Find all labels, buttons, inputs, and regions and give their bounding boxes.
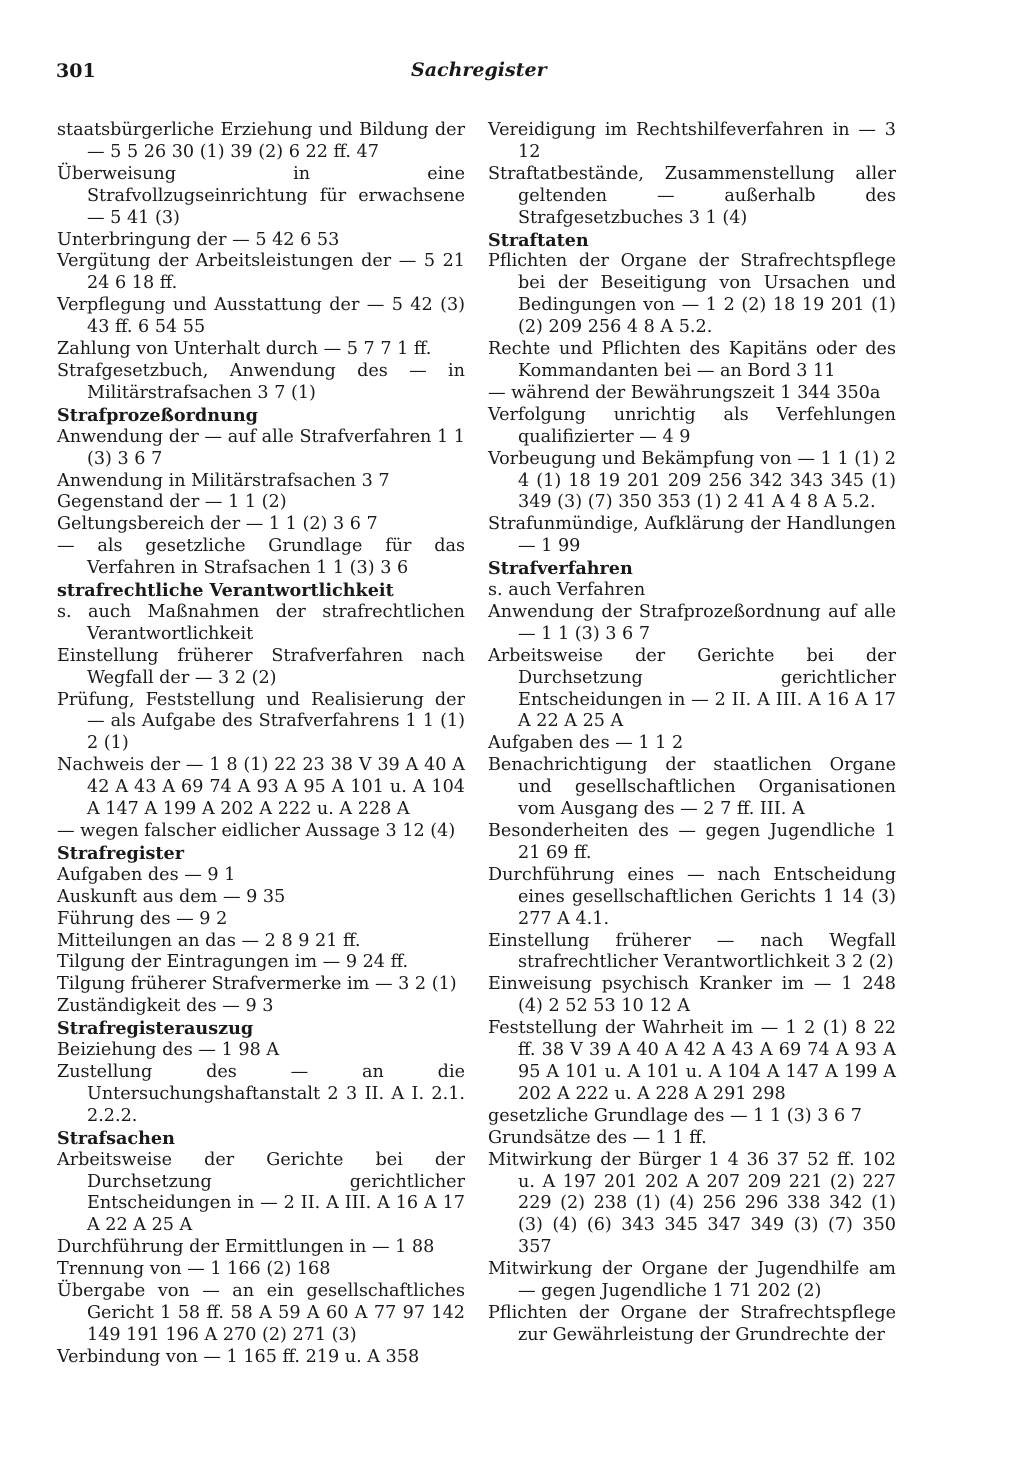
index-entry: Tilgung der Eintragungen im — 9 24 ff. bbox=[57, 952, 409, 973]
index-entry: Verpflegung und Ausstattung der — 5 42 (3) 43 ff. 6 54 55 bbox=[57, 295, 465, 338]
index-heading: Strafregisterauszug bbox=[57, 1018, 254, 1040]
index-entry: Verfolgung unrichtig als Verfehlungen qualifizierter — 4 9 bbox=[488, 404, 896, 447]
index-entry: Zuständigkeit des — 9 3 bbox=[57, 996, 274, 1017]
index-entry: Führung des — 9 2 bbox=[57, 908, 228, 929]
index-entry: Vorbeugung und Bekämpfung von — 1 1 (1) 2 4 (1) 18 19 201 209 256 342 343 345 (1) 349 (3) (7) 350 353 (1) 2 41 A 4 8 A 5.2. bbox=[488, 448, 896, 513]
index-entry: Einweisung psychisch Kranker im — 1 248 (4) 2 52 53 10 12 A bbox=[488, 974, 896, 1017]
index-entry: Gegenstand der — 1 1 (2) bbox=[57, 492, 287, 513]
index-entry: Aufgaben des — 1 1 2 bbox=[488, 733, 684, 754]
index-entry: Pflichten der Organe der Strafrechtspflege zur Gewährleistung der Grundrechte der bbox=[488, 1302, 896, 1345]
index-entry: s. auch Verfahren bbox=[488, 580, 646, 601]
index-entry: Vergütung der Arbeitsleistungen der — 5 21 24 6 18 ff. bbox=[57, 251, 465, 294]
index-entry: Verbindung von — 1 165 ff. 219 u. A 358 bbox=[57, 1346, 420, 1367]
index-entry: Durchführung der Ermittlungen in — 1 88 bbox=[57, 1237, 435, 1258]
index-entry: Pflichten der Organe der Strafrechtspflege bei der Beseitigung von Ursachen und Bedingungen von — 1 2 (2) 18 19 201 (1) (2) 209 256 4 8 A 5.2. bbox=[488, 251, 896, 338]
running-head: Sachregister bbox=[411, 59, 547, 81]
index-entry: staatsbürgerliche Erziehung und Bildung der — 5 5 26 30 (1) 39 (2) 6 22 ff. 47 bbox=[57, 120, 465, 162]
index-heading: Strafsachen bbox=[57, 1127, 175, 1149]
index-entry: Übergabe von — an ein gesellschaftliches Gericht 1 58 ff. 58 A 59 A 60 A 77 97 142 149 191 196 A 270 (2) 271 (3) bbox=[57, 1281, 465, 1345]
index-entry: Beiziehung des — 1 98 A bbox=[57, 1040, 280, 1061]
index-entry: — während der Bewährungszeit 1 344 350a bbox=[488, 382, 881, 403]
index-entry: Zahlung von Unterhalt durch — 5 7 7 1 ff. bbox=[57, 339, 432, 360]
index-entry: Auskunft aus dem — 9 35 bbox=[57, 886, 286, 907]
index-column-right bbox=[488, 120, 896, 1347]
index-entry: Besonderheiten des — gegen Jugendliche 1 21 69 ff. bbox=[488, 821, 896, 863]
index-entry: Grundsätze des — 1 1 ff. bbox=[488, 1127, 707, 1148]
index-entry: Arbeitsweise der Gerichte bei der Durchsetzung gerichtlicher Entscheidungen in — 2 II. A III. A 16 A 17 A 22 A 25 A bbox=[57, 1149, 465, 1236]
index-entry: gesetzliche Grundlage des — 1 1 (3) 3 6 7 bbox=[488, 1105, 863, 1126]
index-entry: — wegen falscher eidlicher Aussage 3 12 (4) bbox=[57, 821, 456, 841]
index-entry: s. auch Maßnahmen der strafrechtlichen Verantwortlichkeit bbox=[57, 601, 465, 644]
index-entry: Geltungsbereich der — 1 1 (2) 3 6 7 bbox=[57, 514, 378, 535]
index-entry: Benachrichtigung der staatlichen Organe und gesellschaftlichen Organisationen vom Ausgang des — 2 7 ff. III. A bbox=[488, 755, 896, 820]
index-heading: Strafprozeßordnung bbox=[57, 404, 258, 426]
index-entry: Rechte und Pflichten des Kapitäns oder des Kommandanten bei — an Bord 3 11 bbox=[488, 339, 896, 381]
index-heading: Strafverfahren bbox=[488, 558, 633, 580]
index-entry: Einstellung früherer Strafverfahren nach Wegfall der — 3 2 (2) bbox=[57, 645, 465, 688]
index-entry: Anwendung in Militärstrafsachen 3 7 bbox=[57, 470, 390, 491]
index-entry: Einstellung früherer — nach Wegfall strafrechtlicher Verantwortlichkeit 3 2 (2) bbox=[488, 930, 896, 973]
index-heading: Straftaten bbox=[488, 229, 589, 251]
page-number: 301 bbox=[56, 60, 96, 82]
index-entry: Aufgaben des — 9 1 bbox=[57, 864, 236, 885]
index-entry: Mitwirkung der Organe der Jugendhilfe am — gegen Jugendliche 1 71 202 (2) bbox=[488, 1259, 896, 1302]
index-entry: Tilgung früherer Strafvermerke im — 3 2 (1) bbox=[57, 974, 457, 995]
index-entry: Unterbringung der — 5 42 6 53 bbox=[57, 229, 340, 250]
index-entry: Trennung von — 1 166 (2) 168 bbox=[57, 1259, 331, 1280]
index-entry: — als gesetzliche Grundlage für das Verfahren in Strafsachen 1 1 (3) 3 6 bbox=[57, 536, 465, 579]
index-entry: Mitteilungen an das — 2 8 9 21 ff. bbox=[57, 930, 361, 951]
index-entry: Nachweis der — 1 8 (1) 22 23 38 V 39 A 40 A 42 A 43 A 69 74 A 93 A 95 A 101 u. A 104 A 147 A 199 A 202 A 222 u. A 228 A bbox=[57, 755, 465, 820]
index-entry: Anwendung der Strafprozeßordnung auf alle — 1 1 (3) 3 6 7 bbox=[488, 601, 896, 644]
index-entry: Mitwirkung der Bürger 1 4 36 37 52 ff. 102 u. A 197 201 202 A 207 209 221 (2) 227 229 (2) 238 (1) (4) 256 296 338 342 (1) (3) (4) (6) 343 345 347 349 (3) (7) 350 357 bbox=[488, 1149, 896, 1258]
index-heading: strafrechtliche Verantwortlichkeit bbox=[57, 580, 394, 602]
index-entry: Anwendung der — auf alle Strafverfahren 1 1 (3) 3 6 7 bbox=[57, 426, 465, 469]
index-entry: Vereidigung im Rechtshilfeverfahren in — 3 12 bbox=[488, 120, 896, 162]
index-entry: Zustellung des — an die Untersuchungshaftanstalt 2 3 II. A I. 2.1. 2.2.2. bbox=[57, 1061, 465, 1126]
index-heading: Strafregister bbox=[57, 842, 185, 864]
index-entry: Arbeitsweise der Gerichte bei der Durchsetzung gerichtlicher Entscheidungen in — 2 II. A III. A 16 A 17 A 22 A 25 A bbox=[488, 645, 896, 732]
index-entry: Feststellung der Wahrheit im — 1 2 (1) 8 22 ff. 38 V 39 A 40 A 42 A 43 A 69 74 A 93 A 95 A 101 u. A 101 u. A 104 A 147 A 199 A 202 A 222 u. A 228 A 291 298 bbox=[488, 1018, 896, 1104]
index-entry: Straftatbestände, Zusammenstellung aller geltenden — außerhalb des Strafgesetzbuches 3 1 (4) bbox=[488, 163, 896, 228]
index-entry: Prüfung, Feststellung und Realisierung der — als Aufgabe des Strafverfahrens 1 1 (1) 2 (1) bbox=[57, 689, 465, 754]
index-entry: Überweisung in eine Strafvollzugseinrichtung für erwachsene — 5 41 (3) bbox=[57, 163, 465, 228]
index-entry: Strafunmündige, Aufklärung der Handlungen — 1 99 bbox=[488, 514, 896, 557]
index-column-left bbox=[57, 120, 465, 1369]
index-entry: Durchführung eines — nach Entscheidung eines gesellschaftlichen Gerichts 1 14 (3) 277 A 4.1. bbox=[488, 864, 896, 929]
index-entry: Strafgesetzbuch, Anwendung des — in Militärstrafsachen 3 7 (1) bbox=[57, 360, 465, 403]
